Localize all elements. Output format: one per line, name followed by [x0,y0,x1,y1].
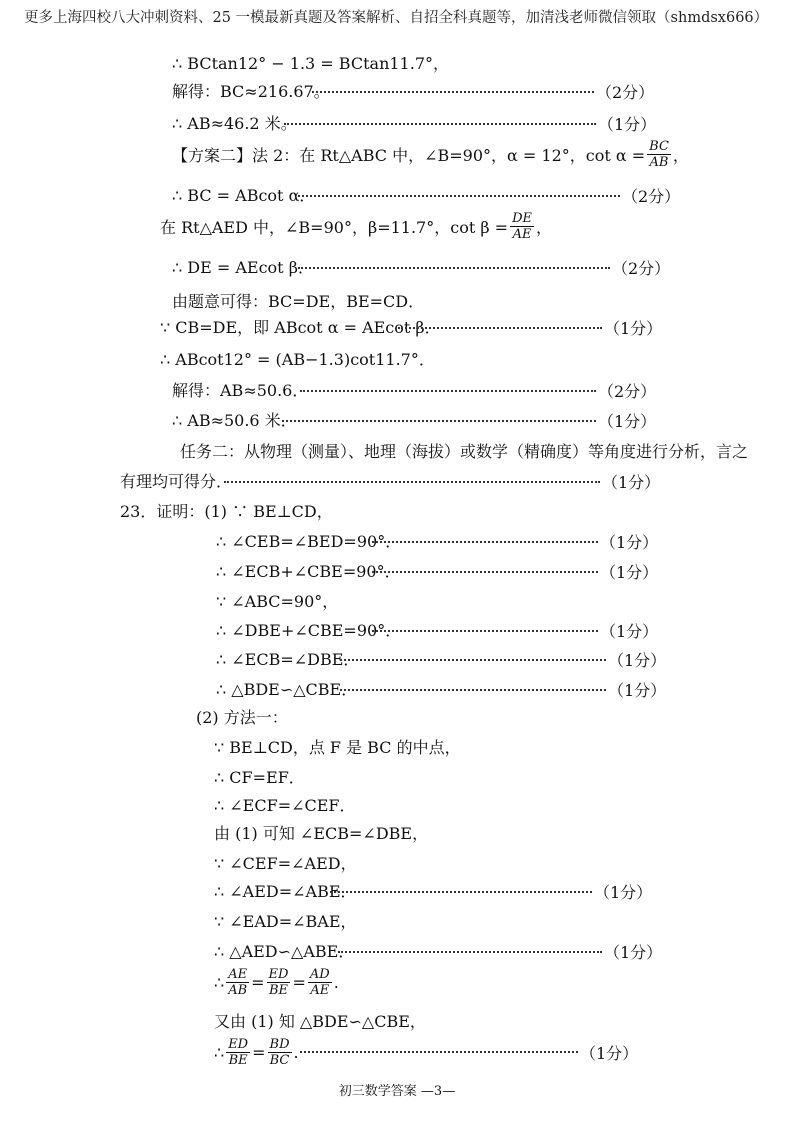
solution-line [160,348,435,368]
line-text: 解得：AB≈50.6． [172,380,309,400]
solution-line [172,52,449,72]
line-text: ∴ AB≈46.2 米。 [172,113,297,133]
fraction-numerator: ED [268,966,289,982]
solution-line [214,736,461,756]
fraction [647,139,671,170]
fraction-denominator: BE [268,982,289,998]
fraction-numerator: ED [228,1036,249,1052]
line-text: ∴ ABcot12° = (AB−1.3)cot11.7°． [160,349,435,369]
dot-leader [372,571,598,573]
score-label: （1分） [598,412,657,431]
line-text: ∴ △BDE∽△CBE． [216,679,358,699]
fraction-denominator: AE [512,226,532,242]
header-note: 更多上海四校八大冲刺资料、25 一模最新真题及答案解析、自招全科真题等，加清浅老师微信领取（shmdsx666） [24,10,769,26]
line-text: ∵ ∠ABC=90°， [216,591,339,611]
dot-leader [312,91,594,93]
score-label: （1分） [598,115,657,134]
fraction-denominator: AB [228,982,248,998]
solution-line [120,470,232,490]
solution-line [216,678,357,698]
solution-line [172,184,315,204]
solution-line [120,500,333,520]
fraction-denominator: AE [310,982,330,998]
solution-line [172,112,297,132]
line-text: (2) 方法一： [196,707,288,727]
solution-line [216,530,401,550]
line-text: 23．证明：(1) ∵ BE⊥CD， [120,501,333,521]
dot-leader [330,891,592,893]
solution-line [214,940,354,960]
dot-leader [298,195,620,197]
solution-line [216,560,401,580]
line-text: ∴ ∠ECF=∠CEF． [214,795,356,815]
score-label: （1分） [600,563,659,582]
score-label: （2分） [612,259,671,278]
solution-line: 在 Rt△AED 中，∠B=90°，β=11.7°，cot β = $\frac{DE}{AE}$ ， [160,210,553,242]
score-label: （1分） [604,319,663,338]
line-text: ∴ [214,1042,225,1062]
line-text: ∴ CF=EF． [214,767,305,787]
line-text: ∴ ∠DBE+∠CBE=90°． [216,620,402,640]
line-text: ∵ CB=DE，即 ABcot α = AEcot β． [160,317,441,337]
fraction [308,967,332,998]
dot-leader [372,630,598,632]
dot-leader [282,420,596,422]
line-text: 【方案二】法 2：在 Rt△ABC 中，∠B=90°，α = 12°，cot α = [172,145,646,165]
solution-line [214,910,357,930]
line-text: 在 Rt△AED 中，∠B=90°，β=11.7°，cot β = [160,217,509,237]
dot-leader [224,481,600,483]
solution-line [172,256,314,276]
fraction-numerator: BD [269,1036,290,1052]
fraction-denominator: AB [649,154,669,170]
line-text: ∵ ∠EAD=∠BAE， [214,911,357,931]
solution-line [160,316,441,336]
score-label: （2分） [598,382,657,401]
dot-leader [340,659,606,661]
page-footer: 初三数学答案 —3— [338,1084,456,1099]
score-label: （1分） [604,943,663,962]
solution-line [172,80,330,100]
line-text: 又由 (1) 知 △BDE∽△CBE， [214,1011,426,1031]
solution-line [214,852,357,872]
score-label: （1分） [608,651,667,670]
line-text: 任务二：从物理（测量）、地理（海拔）或数学（精确度）等角度进行分析，言之 [180,441,749,461]
solution-line [216,648,359,668]
solution-line [180,440,748,460]
line-text: ∴ ∠CEB=∠BED=90°． [216,531,402,551]
line-text: ∴ ∠ECB+∠CBE=90°． [216,561,401,581]
solution-line: ∴ $\frac{ED}{BE}$ = $\frac{BD}{BC}$ . [214,1036,299,1068]
solution-line [172,290,424,310]
score-label: （1分） [602,473,661,492]
dot-leader [372,541,598,543]
solution-line [216,619,401,639]
fraction [226,1037,250,1068]
fraction-denominator: BC [269,1052,290,1068]
line-text: 解得：BC≈216.67。 [172,81,330,101]
score-label: （2分） [622,187,681,206]
dot-leader [284,123,596,125]
dot-leader [300,390,596,392]
score-label: （1分） [580,1044,639,1063]
dot-leader [300,1051,578,1053]
line-text: ∵ ∠CEF=∠AED， [214,853,357,873]
solution-line [214,822,428,842]
dot-leader [338,951,602,953]
fraction [267,967,291,998]
line-text: 由题意可得：BC=DE，BE=CD． [172,291,425,311]
score-label: （2分） [596,83,655,102]
solution-line [214,1010,426,1030]
line-text: ∴ BC = ABcot α． [172,185,316,205]
solution-line: 【方案二】法 2：在 Rt△ABC 中，∠B=90°，α = 12°，cot α = $\frac{BC}{AB}$ ， [172,138,689,170]
fraction-numerator: AD [309,966,330,982]
fraction-numerator: AE [228,966,248,982]
line-text: 由 (1) 可知 ∠ECB=∠DBE， [214,823,429,843]
line-text: ∴ ∠AED=∠ABE． [214,881,357,901]
fraction-denominator: BE [228,1052,248,1068]
line-text: ∴ [214,972,225,992]
dot-leader [340,689,606,691]
score-label: （1分） [594,883,653,902]
fraction [510,211,534,242]
line-text: ∴ △AED∽△ABE． [214,941,355,961]
line-text: ∵ BE⊥CD，点 F 是 BC 的中点， [214,737,461,757]
score-label: （1分） [600,622,659,641]
fraction [268,1037,292,1068]
dot-leader [298,267,610,269]
solution-line [172,409,297,429]
solution-line [216,590,338,610]
line-text: ∴ ∠ECB=∠DBE． [216,649,360,669]
solution-line [172,379,308,399]
score-label: （1分） [600,533,659,552]
score-label: （1分） [608,681,667,700]
solution-line [214,880,357,900]
line-text: ∴ AB≈50.6 米． [172,410,297,430]
solution-line [196,706,288,726]
dot-leader [398,327,602,329]
line-text: 有理均可得分． [120,471,233,491]
line-text: ∴ DE = AEcot β． [172,257,314,277]
line-text: ∴ BCtan12° − 1.3 = BCtan11.7°， [172,53,449,73]
solution-line [214,794,356,814]
fraction-numerator: DE [512,210,533,226]
solution-line: ∴ $\frac{AE}{AB}$ = $\frac{ED}{BE}$ = $\frac{AD}{AE}$ . [214,966,339,998]
fraction-numerator: BC [649,138,669,154]
fraction [226,967,249,998]
solution-line [214,766,305,786]
